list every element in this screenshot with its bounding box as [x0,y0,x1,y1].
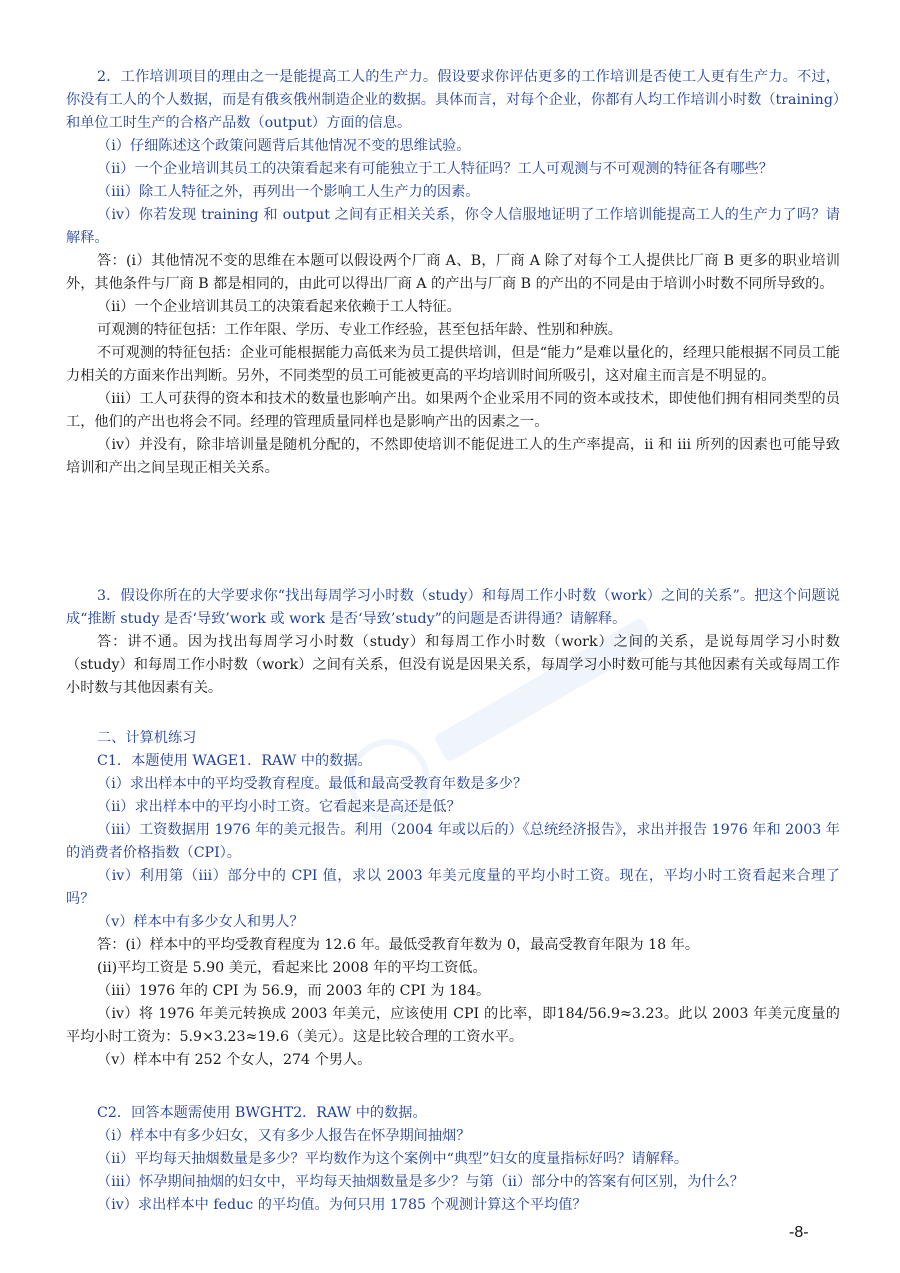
c1-answer-ii: (ii)平均工资是 5.90 美元，看起来比 2008 年的平均工资低。 [97,960,487,976]
c1-answer-i: 答：(i）样本中的平均受教育程度为 12.6 年。最低受教育年数为 0，最高受教育年限为 18 年。 [97,937,700,953]
c2-item-iii: （iii）怀孕期间抽烟的妇女中，平均每天抽烟数量是多少？与第（ii）部分中的答案有何区别，为什么？ [97,1174,744,1190]
c1-item-ii: （ii）求出样本中的平均小时工资。它看起来是高还是低？ [97,799,461,815]
c1-item-iii: （iii）工资数据用 1976 年的美元报告。利用（2004 年或以后的）《总统经济报告》，求出并报告 1976 年和 2003 年的消费者价格指数（CPI）。 [66,822,840,861]
q2-item-i: （i）仔细陈述这个政策问题背后其他情况不变的思维试验。 [97,138,471,154]
page-number: -8- [789,1224,809,1241]
q2-answer-i: 答：(i）其他情况不变的思维在本题可以假设两个厂商 A、B，厂商 A 除了对每个工人提供比厂商 B 更多的职业培训外，其他条件与厂商 B 都是相同的，由此可以得出厂商 A 的产出与厂商 B 的产出的不同是由于培训小时数不同所导致的。 [66,253,840,292]
c2-item-ii: （ii）平均每天抽烟数量是多少？平均数作为这个案例中“典型”妇女的度量指标好吗？请解释。 [97,1151,689,1167]
q2-answer-iii: （iii）工人可获得的资本和技术的数量也影响产出。如果两个企业采用不同的资本或技术，即使他们拥有相同类型的员工，他们的产出也将会不同。经理的管理质量同样也是影响产出的因素之一。 [66,391,840,430]
q2-item-iii: （iii）除工人特征之外，再列出一个影响工人生产力的因素。 [97,184,480,200]
c1-stem: C1．本题使用 WAGE1．RAW 中的数据。 [97,753,372,769]
q2-answer-iv: （iv）并没有，除非培训量是随机分配的，不然即使培训不能促进工人的生产率提高，ii 和 iii 所列的因素也可能导致培训和产出之间呈现正相关关系。 [66,437,840,476]
c1-item-iv: （iv）利用第（iii）部分中的 CPI 值，求以 2003 年美元度量的平均小时工资。现在，平均小时工资看起来合理了吗？ [66,868,840,907]
q2-item-iv: （iv）你若发现 training 和 output 之间有正相关关系，你令人信服地证明了工作培训能提高工人的生产力了吗？请解释。 [66,207,840,246]
c1-item-v: （v）样本中有多少女人和男人？ [97,914,304,930]
c1-answer-iii: （iii）1976 年的 CPI 为 56.9，而 2003 年的 CPI 为 184。 [97,983,491,999]
c1-answer-v: （v）样本中有 252 个女人，274 个男人。 [97,1052,372,1068]
q2-item-ii: （ii）一个企业培训其员工的决策看起来有可能独立于工人特征吗？工人可观测与不可观测的特征各有哪些？ [97,161,773,177]
c1-answer-iv: （iv）将 1976 年美元转换成 2003 年美元，应该使用 CPI 的比率，即184/56.9≈3.23。此以 2003 年美元度量的平均小时工资为：5.9×3.23≈19.6（美元）。这是比较合理的工资水平。 [66,1006,840,1045]
q2-answer-observable: 可观测的特征包括：工作年限、学历、专业工作经验，甚至包括年龄、性别和种族。 [97,322,622,338]
q3-stem: 3．假设你所在的大学要求你“找出每周学习小时数（study）和每周工作小时数（work）之间的关系”。把这个问题说成“推断 study 是否‘导致’work 或 work 是否‘导致’study”的问题是否讲得通？请解释。 [66,588,840,627]
c1-item-i: （i）求出样本中的平均受教育程度。最低和最高受教育年数是多少？ [97,776,528,792]
q2-answer-unobservable: 不可观测的特征包括：企业可能根据能力高低来为员工提供培训，但是“能力”是难以量化的，经理只能根据不同员工能力相关的方面来作出判断。另外，不同类型的员工可能被更高的平均培训时间所吸引，这对雇主而言是不明显的。 [66,345,840,384]
c2-stem: C2．回答本题需使用 BWGHT2．RAW 中的数据。 [97,1105,427,1121]
c2-item-iv: （iv）求出样本中 feduc 的平均值。为何只用 1785 个观测计算这个平均值？ [97,1197,587,1213]
q2-answer-ii: （ii）一个企业培训其员工的决策看起来依赖于工人特征。 [97,299,461,315]
c2-item-i: （i）样本中有多少妇女，又有多少人报告在怀孕期间抽烟？ [97,1128,471,1144]
q3-answer: 答：讲不通。因为找出每周学习小时数（study）和每周工作小时数（work）之间的关系，是说每周学习小时数（study）和每周工作小时数（work）之间有关系，但没有说是因果关系，每周学习小时数可能与其他因素有关或每周工作小时数与其他因素有关。 [66,634,840,696]
q2-stem: 2．工作培训项目的理由之一是能提高工人的生产力。假设要求你评估更多的工作培训是否使工人更有生产力。不过，你没有工人的个人数据，而是有俄亥俄州制造企业的数据。具体而言，对每个企业，你都有人均工作培训小时数（training）和单位工时生产的合格产品数（output）方面的信息。 [66,69,840,131]
section-title: 二、计算机练习 [97,730,197,746]
